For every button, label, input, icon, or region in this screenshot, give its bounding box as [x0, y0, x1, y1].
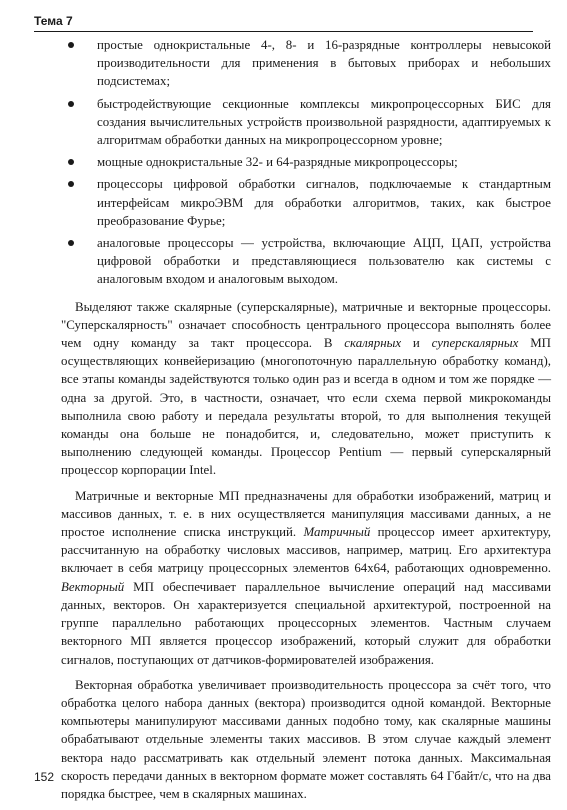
list-item: быстродействующие секционные комплексы микропроцессорных БИС для создания вычислительных устройств произвольной разрядности, адаптируемых к алгоритмам обработки данных на микропроцессорном уровне; — [61, 95, 551, 150]
term-superscalar: суперскалярных — [431, 336, 519, 351]
term-vector: Векторный — [61, 579, 125, 594]
running-header — [34, 14, 533, 30]
bullet-icon — [68, 240, 74, 246]
list-item: аналоговые процессоры — устройства, включающие АЦП, ЦАП, устройства цифровой обработки и представляющиеся пользователю как системы с аналоговым входом и аналоговым выходом. — [61, 234, 551, 289]
paragraph-vector-processing: Векторная обработка увеличивает производительность процессора за счёт того, что обработка целого набора данных (вектора) производится одной командой. Векторные компьютеры манипулируют массивами данных подобно тому, как скалярные машины обрабатывают отдельные элементы таких массивов. В этом случае каждый элемент вектора надо рассматривать как отдельный элемент потока данных. Максимальная скорость передачи данных в векторном формате может составлять 64 Гбайт/с, что на два порядка быстрее, чем в скалярных машинах. — [61, 677, 551, 801]
bullet-icon — [68, 159, 74, 165]
chapter-title: Тема 7 — [34, 14, 73, 28]
term-scalar: скалярных — [344, 336, 402, 351]
paragraph-matrix-vector: Матричные и векторные МП предназначены для обработки изображений, матриц и массивов данных, т. е. в них осуществляется манипуляция массивами данных, а не простое исполнение списка инструкций. Матричный процессор имеет архитектуру, рассчитанную на обработку числовых массивов, например, матриц. Его архитектура включает в себя матрицу процессорных элементов 64х64, работающих одновременно. Векторный МП обеспечивает параллельное вычисление операций над массивами данных, векторов. Он характеризуется специальной архитектурой, построенной на группе параллельно работающих процессорных элементов. Частным случаем векторного МП является процессор изображений, который служит для обработки сигналов, поступающих от датчиков-формирователей изображения. — [61, 488, 551, 667]
term-matrix: Матричный — [303, 525, 371, 540]
page-number: 152 — [34, 770, 55, 784]
bullet-icon — [68, 181, 74, 187]
page-body — [61, 36, 551, 810]
bullet-list — [61, 36, 551, 289]
bullet-icon — [68, 42, 74, 48]
list-item: процессоры цифровой обработки сигналов, подключаемые к стандартным интерфейсам микроЭВМ для обработки алгоритмов, таких, как быстрое преобразование Фурье; — [61, 175, 551, 230]
header-rule — [34, 31, 533, 32]
paragraph-superscalar: Выделяют также скалярные (суперскалярные), матричные и векторные процессоры. "Суперскалярность" означает способность центрального процессора выполнять более чем одну команду за такт процессора. В скалярных и суперскалярных МП осуществляющих конвейеризацию (многопоточную параллельную обработку команд), все этапы команды задействуются только один раз и всегда в одном и том же порядке — одна за другой. Это, в частности, означает, что если схема первой микрокоманды выполнила свою работу и передала результаты второй, то для выполнения текущей команды она больше не понадобится, и, следовательно, может приступить к выполнению следующей команды. Процессор Pentium — первый суперскалярный процессор корпорации Intel. — [61, 299, 551, 478]
list-item: простые однокристальные 4-, 8- и 16-разрядные контроллеры невысокой производительности для применения в бытовых приборах и небольших подсистемах; — [61, 36, 551, 91]
bullet-icon — [68, 101, 74, 107]
list-item: мощные однокристальные 32- и 64-разрядные микропроцессоры; — [61, 153, 551, 171]
